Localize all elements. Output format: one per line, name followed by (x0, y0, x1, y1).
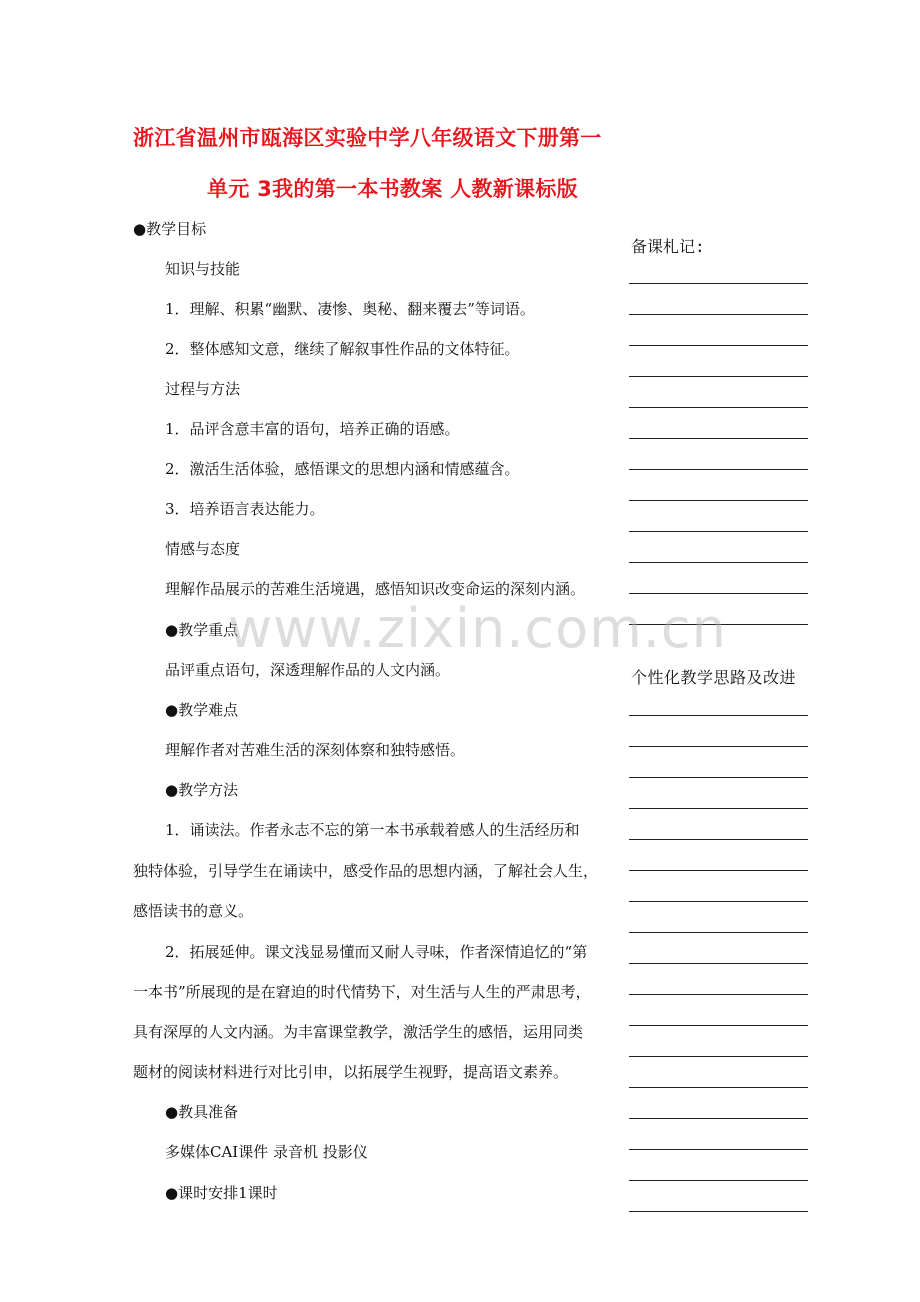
process-item-1: 1．品评含意丰富的语句，培养正确的语感。 (165, 420, 460, 438)
knowledge-item-2: 2．整体感知文意，继续了解叙事性作品的文体特征。 (165, 340, 520, 358)
method-2-line-2: 一本书”所展现的是在窘迫的时代情势下，对生活与人生的严肃思考， (133, 983, 591, 1001)
writing-line (629, 1025, 808, 1026)
writing-line (629, 1149, 808, 1150)
emotion-heading: 情感与态度 (165, 540, 241, 558)
key-text: 品评重点语句，深透理解作品的人文内涵。 (165, 661, 451, 679)
process-item-3: 3．培养语言表达能力。 (165, 500, 325, 518)
tools-text: 多媒体CAI课件 录音机 投影仪 (165, 1143, 368, 1161)
writing-line (629, 1180, 808, 1181)
method-1-line-3: 感悟读书的意义。 (133, 902, 254, 920)
knowledge-heading: 知识与技能 (165, 260, 241, 278)
writing-line (629, 593, 808, 594)
watermark: www.zixin.com.cn (228, 597, 727, 660)
writing-line (629, 932, 808, 933)
writing-line (629, 376, 808, 377)
difficulty-heading: ● 教学难点 (165, 700, 238, 720)
writing-line (629, 531, 808, 532)
document-title-line1: 浙江省温州市瓯海区实验中学八年级语文下册第一 (133, 126, 602, 150)
writing-line (629, 1211, 808, 1212)
writing-line (629, 963, 808, 964)
writing-line (629, 283, 808, 284)
writing-line (629, 1087, 808, 1088)
difficulty-text: 理解作者对苦难生活的深刻体察和独特感悟。 (165, 741, 466, 759)
writing-line (629, 901, 808, 902)
writing-line (629, 1056, 808, 1057)
writing-line (629, 746, 808, 747)
writing-line (629, 994, 808, 995)
document-title-line2: 单元 3我的第一本书教案 人教新课标版 (207, 177, 578, 201)
method-2-line-4: 题材的阅读材料进行对比引申，以拓展学生视野，提高语文素养。 (133, 1063, 569, 1081)
writing-line (629, 407, 808, 408)
writing-line (629, 438, 808, 439)
method-1-line-2: 独特体验，引导学生在诵读中，感受作品的思想内涵，了解社会人生， (133, 862, 599, 880)
method-2-line-1: 2．拓展延伸。课文浅显易懂而又耐人寻味，作者深情追忆的“第 (165, 943, 588, 961)
writing-line (629, 562, 808, 563)
goals-heading: ● 教学目标 (133, 219, 206, 239)
writing-line (629, 839, 808, 840)
method-1-line-1: 1．诵读法。作者永志不忘的第一本书承载着感人的生活经历和 (165, 821, 580, 839)
emotion-item-1: 理解作品展示的苦难生活境遇，感悟知识改变命运的深刻内涵。 (165, 580, 586, 598)
knowledge-item-1: 1．理解、积累“幽默、凄惨、奥秘、翻来覆去”等词语。 (165, 300, 535, 318)
method-heading: ● 教学方法 (165, 780, 238, 800)
writing-line (629, 469, 808, 470)
process-item-2: 2．激活生活体验，感悟课文的思想内涵和情感蕴含。 (165, 460, 520, 478)
method-2-line-3: 具有深厚的人文内涵。为丰富课堂教学，激活学生的感悟，运用同类 (133, 1023, 584, 1041)
writing-line (629, 345, 808, 346)
key-heading: ● 教学重点 (165, 620, 238, 640)
writing-line (629, 314, 808, 315)
writing-line (629, 500, 808, 501)
writing-line (629, 715, 808, 716)
writing-line (629, 808, 808, 809)
writing-line (629, 870, 808, 871)
process-heading: 过程与方法 (165, 380, 241, 398)
improve-heading: 个性化教学思路及改进 (631, 668, 797, 687)
tools-heading: ● 教具准备 (165, 1102, 238, 1122)
writing-line (629, 777, 808, 778)
notes-heading: 备课札记: (631, 237, 705, 256)
writing-line (629, 1118, 808, 1119)
schedule-line: ● 课时安排1课时 (165, 1183, 278, 1203)
